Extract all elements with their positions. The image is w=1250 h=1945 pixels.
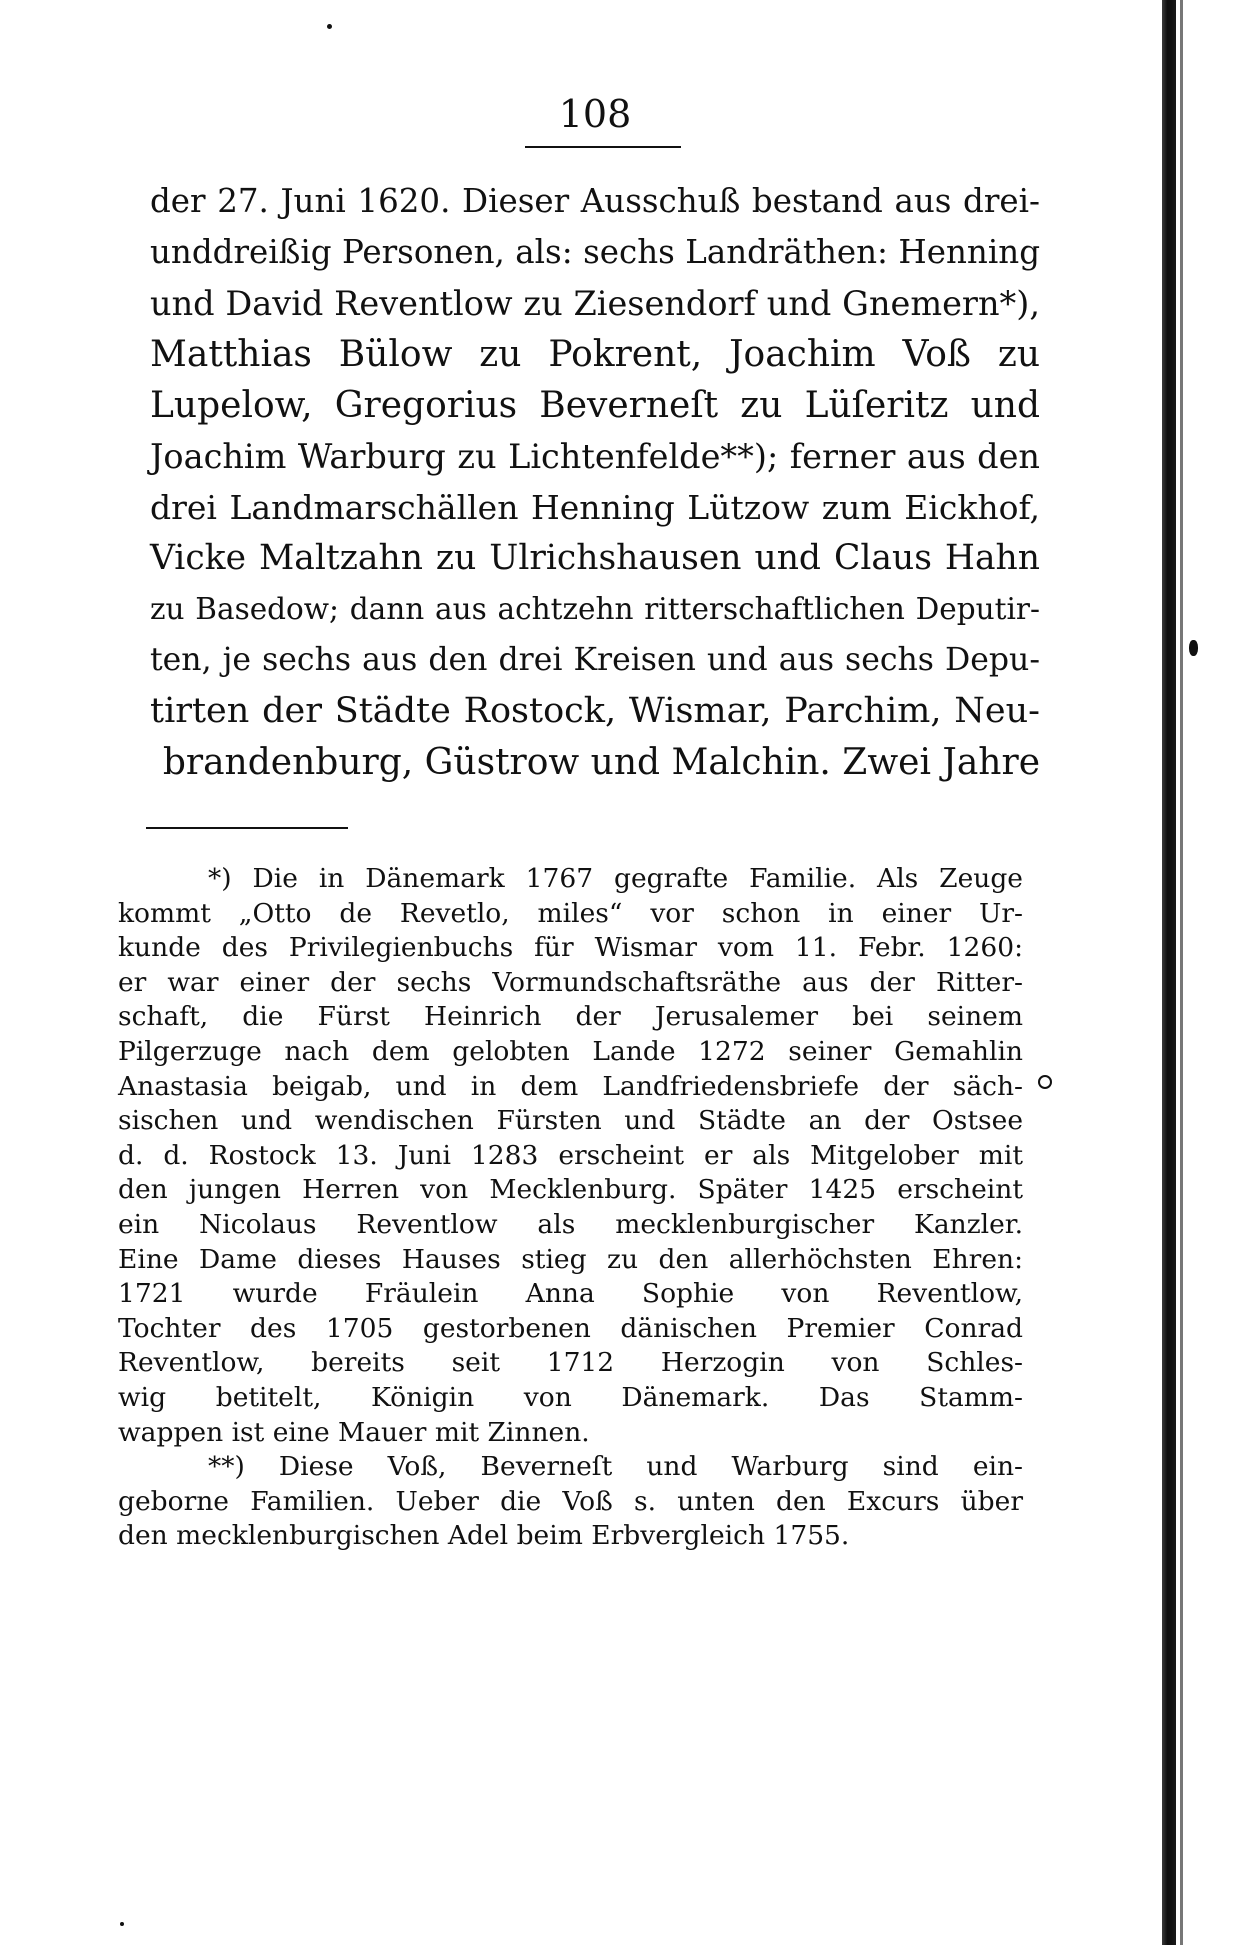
footnote-line: er war einer der sechs Vormundschaftsräthe aus der Ritter- [118,966,1023,998]
footnote-line: Anastasia beigab, und in dem Landfriedensbriefe der säch- [118,1070,1023,1102]
footnote-line: d. d. Rostock 13. Juni 1283 erscheint er als Mitgelober mit [118,1139,1023,1171]
text-line: drei Landmarschällen Henning Lützow zum Eickhof, [150,488,1040,527]
ink-speck [120,1922,124,1926]
footnote-line: den jungen Herren von Mecklenburg. Später 1425 erscheint [118,1174,1023,1206]
footnote-line: geborne Familien. Ueber die Voß s. unten den Excurs über [118,1485,1023,1517]
text-line: Lupelow, Gregorius Beverneſt zu Lüſeritz und [150,385,1040,426]
text-line: unddreißig Personen, als: sechs Landräthen: Henning [150,233,1040,271]
text-line: tirten der Städte Rostock, Wismar, Parchim, Neu- [150,691,1040,731]
footnote-line: sischen und wendischen Fürsten und Städte an der Ostsee [118,1105,1023,1137]
footnote-line: Pilgerzuge nach dem gelobten Lande 1272 seiner Gemahlin [118,1035,1023,1067]
footnote-line: wappen ist eine Mauer mit Zinnen. [118,1416,590,1448]
footnote-line: 1721 wurde Fräulein Anna Sophie von Reventlow, [118,1278,1023,1310]
footnote-line: ein Nicolaus Reventlow als mecklenburgischer Kanzler. [118,1208,1023,1240]
footnote-line: Eine Dame dieses Hauses stieg zu den allerhöchsten Ehren: [118,1243,1023,1275]
text-line: Joachim Warburg zu Lichtenfelde**); ferner aus den [150,437,1040,476]
page-edge-line [1180,0,1183,1945]
footnote-line: kommt „Otto de Revetlo, miles“ vor schon in einer Ur- [118,897,1023,929]
ink-speck [1038,1075,1052,1089]
page-number-rule [525,146,681,148]
footnote-line: *) Die in Dänemark 1767 gegrafte Familie. Als Zeuge [208,863,1023,894]
footnote-line: schaft, die Fürst Heinrich der Jerusalemer bei seinem [118,1001,1023,1033]
ink-speck [327,24,332,29]
text-line: Matthias Bülow zu Pokrent, Joachim Voß zu [150,334,1040,375]
footnote-line: Reventlow, bereits seit 1712 Herzogin von Schles- [118,1347,1023,1379]
binding-shadow [1162,0,1176,1945]
main-text [150,176,1040,788]
text-line: zu Basedow; dann aus achtzehn ritterschaftlichen Deputir- [150,592,1040,626]
footnote-line: Tochter des 1705 gestorbenen dänischen Premier Conrad [118,1312,1023,1344]
text-line: brandenburg, Güstrow und Malchin. Zwei Jahre [162,742,1040,783]
footnote-line: wig betitelt, Königin von Dänemark. Das Stamm- [118,1381,1023,1413]
footnote-line: kunde des Privilegienbuchs für Wismar vom 11. Febr. 1260: [118,932,1023,964]
footnote-line: den mecklenburgischen Adel beim Erbvergleich 1755. [118,1520,850,1552]
ink-blot [1189,640,1198,656]
footnote-separator [146,827,348,829]
page-number: 108 [558,92,632,136]
text-line: der 27. Juni 1620. Dieser Ausschuß bestand aus drei- [150,182,1040,220]
footnote-line: **) Diese Voß, Beverneſt und Warburg sind ein- [208,1451,1023,1483]
text-line: Vicke Maltzahn zu Ulrichshausen und Claus Hahn [150,538,1040,578]
text-line: und David Reventlow zu Ziesendorf und Gnemern*), [150,284,1040,323]
text-line: ten, je sechs aus den drei Kreisen und aus sechs Depu- [150,642,1040,678]
footnotes [118,862,1023,1554]
